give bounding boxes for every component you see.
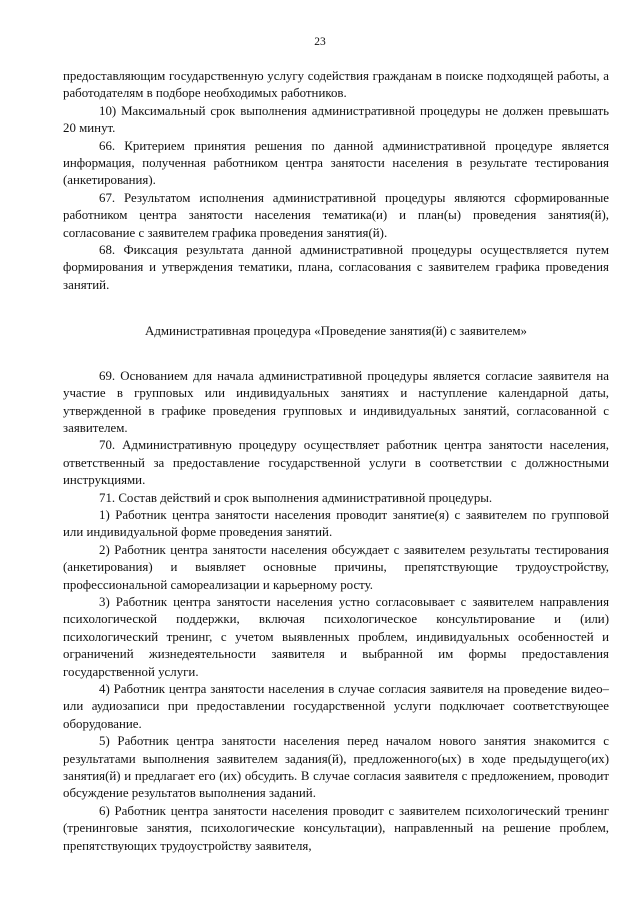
page-number: 23 [314, 36, 326, 48]
paragraph-item-5: 5) Работник центра занятости населения перед началом нового занятия знакомится с результатами выполнения заявителем задания(й), предложенного(ых) в ходе предыдущего(их) занятия(й) и предлагает его (их) обсудить. В случае согласия заявителя с предложением, проводит обсуждение результатов выполнения заданий. [63, 734, 609, 801]
paragraph-item-6: 6) Работник центра занятости населения проводит с заявителем психологический тренинг (тренинговые занятия, психологические консультации), направленный на решение проблем, препятствующих трудоустройству заявителя, [63, 803, 609, 853]
paragraph-item-1: 1) Работник центра занятости населения проводит занятие(я) с заявителем по групповой или индивидуальной форме проведения занятий. [63, 507, 609, 540]
section-heading: Административная процедура «Проведение занятия(й) с заявителем» [145, 324, 527, 339]
paragraph-item-4: 4) Работник центра занятости населения в случае согласия заявителя на проведение видео– или аудиозаписи при предоставлении государственной услуги подключает соответствующее оборудование. [63, 682, 609, 731]
paragraph-70: 70. Административную процедуру осуществляет работник центра занятости населения, ответственный за предоставление государственной услуги в соответствии с должностными инструкциями. [63, 438, 609, 488]
paragraph-66: 66. Критерием принятия решения по данной административной процедуре является информация, полученная работником центра занятости населения в результате тестирования (анкетирования). [63, 138, 609, 188]
paragraph-69: 69. Основанием для начала административной процедуры является согласие заявителя на участие в групповых или индивидуальных занятиях и наступление календарной даты, утвержденной в графике проведения групповых и индивидуальных занятий, согласованной с заявителем. [63, 368, 609, 435]
paragraph-item-3: 3) Работник центра занятости населения устно согласовывает с заявителем направления психологической поддержки, включая психологическое консультирование и (или) психологический тренинг, с учетом выявленных проблем, индивидуальных особенностей и ограничений жизнедеятельности заявителя и выбранной им формы предоставления государственной услуги. [63, 594, 609, 679]
paragraph-67: 67. Результатом исполнения административной процедуры являются сформированные работником центра занятости населения тематика(и) и план(ы) проведения занятия(й), согласование с заявителем графика проведения занятия(й). [63, 190, 609, 240]
paragraph-item-2: 2) Работник центра занятости населения обсуждает с заявителем результаты тестирования (анкетирования) и выявляет основные причины, препятствующие трудоустройству, профессиональной самореализации и карьерному росту. [63, 542, 609, 592]
paragraph-71: 71. Состав действий и срок выполнения административной процедуры. [99, 490, 493, 505]
paragraph-68: 68. Фиксация результата данной административной процедуры осуществляется путем формирования и утверждения тематики, плана, согласования с заявителем графика проведения занятий. [63, 243, 609, 292]
paragraph-item-10: 10) Максимальный срок выполнения административной процедуры не должен превышать 20 минут. [63, 103, 609, 136]
document-body [63, 68, 609, 855]
paragraph-continuation: предоставляющим государственную услугу содействия гражданам в поиске подходящей работы, а работодателям в подборе необходимых работников. [63, 69, 609, 101]
